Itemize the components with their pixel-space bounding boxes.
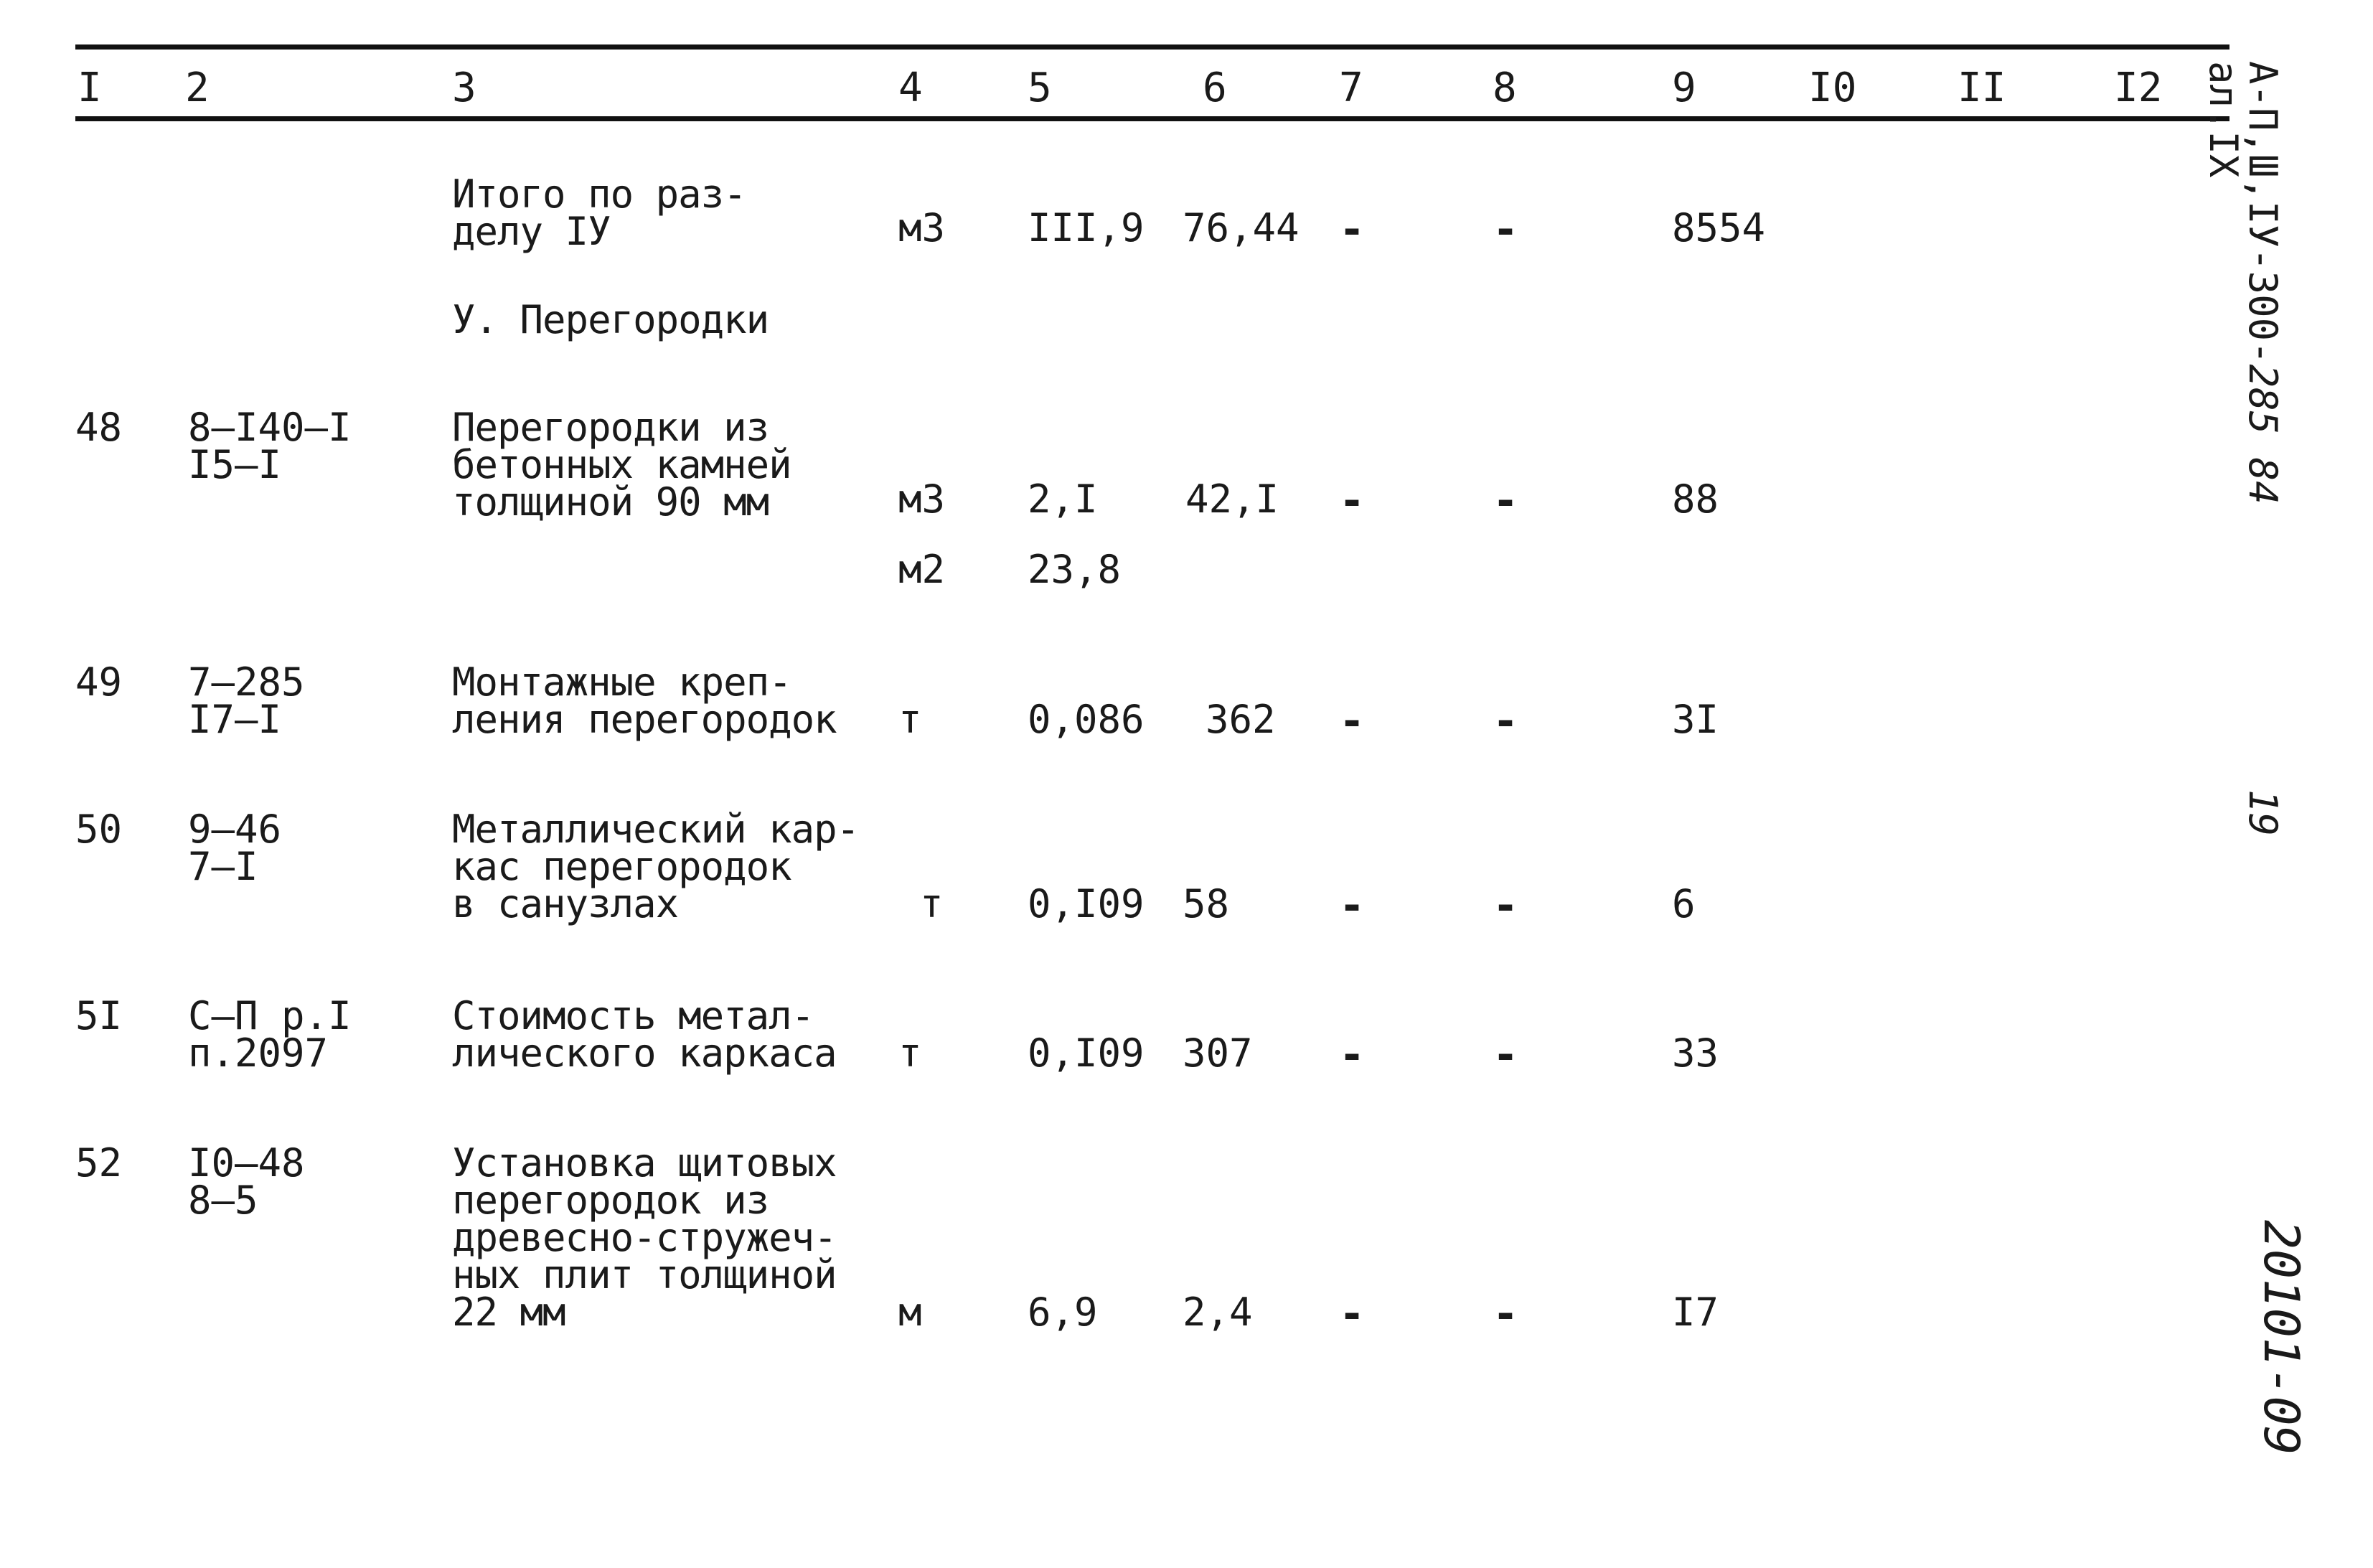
row-quantity: 0,I09 <box>1028 881 1145 926</box>
column-header-5: 5 <box>1028 65 1052 111</box>
row-quantity: 2,I <box>1028 476 1098 522</box>
row-unit: т <box>920 881 944 926</box>
row-code-line-2: п.2097 <box>188 1031 329 1076</box>
row-col7: - <box>1339 476 1366 526</box>
row-description-line-3: древесно-стружеч- <box>452 1215 837 1260</box>
row-col8: - <box>1493 1030 1519 1080</box>
row-price: 2,4 <box>1183 1290 1253 1335</box>
row-price: 42,I <box>1185 476 1279 522</box>
column-header-7: 7 <box>1339 65 1363 111</box>
margin-doc-code-line2: ал.IX <box>2201 61 2246 178</box>
row-total: 6 <box>1672 881 1696 926</box>
row-description-line-2: бетонных камней <box>452 442 791 487</box>
column-header-9: 9 <box>1672 65 1696 111</box>
row-quantity: 6,9 <box>1028 1290 1098 1335</box>
row-col7: - <box>1339 696 1366 746</box>
row-description-line-1: Монтажные креп- <box>452 659 791 705</box>
column-header-3: 3 <box>452 65 476 111</box>
row-description-line-3: толщиной 90 мм <box>452 479 769 525</box>
margin-page-number: 19 <box>2240 789 2285 837</box>
row-col8: - <box>1493 205 1519 255</box>
row-code-line-1: 7–285 <box>188 659 305 705</box>
row-total: 8554 <box>1672 205 1766 250</box>
row-extra-unit: м2 <box>898 547 946 592</box>
column-header-6: 6 <box>1203 65 1227 111</box>
row-code-line-1: 9–46 <box>188 807 282 852</box>
row-description-line-2: перегородок из <box>452 1178 769 1223</box>
row-number: 52 <box>75 1140 123 1186</box>
row-description-line-2: ления перегородок <box>452 697 837 742</box>
section-title: У. Перегородки <box>452 297 769 342</box>
row-code-line-2: I5–I <box>188 442 282 487</box>
row-unit: м3 <box>898 476 946 522</box>
row-unit: м <box>898 1290 922 1335</box>
row-col8: - <box>1493 1289 1519 1339</box>
row-number: 48 <box>75 405 123 450</box>
row-description-line-2: делу IУ <box>452 209 611 254</box>
row-code-line-2: I7–I <box>188 697 282 742</box>
row-number: 49 <box>75 659 123 705</box>
header-rule <box>75 116 2229 121</box>
top-rule <box>75 44 2229 50</box>
row-description-line-1: Металлический кар- <box>452 807 860 852</box>
row-description-line-3: в санузлах <box>452 881 679 926</box>
margin-sheet-code: 20101-09 <box>2252 1220 2309 1455</box>
column-header-11: II <box>1958 65 2006 111</box>
row-description-line-2: кас перегородок <box>452 844 791 889</box>
column-header-8: 8 <box>1493 65 1517 111</box>
row-quantity: 0,I09 <box>1028 1031 1145 1076</box>
row-description-line-4: ных плит толщиной <box>452 1252 837 1297</box>
row-price: 307 <box>1183 1031 1253 1076</box>
row-price: 76,44 <box>1183 205 1300 250</box>
row-col8: - <box>1493 696 1519 746</box>
row-code-line-2: 7–I <box>188 844 258 889</box>
row-price: 58 <box>1183 881 1230 926</box>
row-total: I7 <box>1672 1290 1719 1335</box>
row-col8: - <box>1493 881 1519 931</box>
row-code-line-1: 8–I40–I <box>188 405 352 450</box>
column-header-1: I <box>77 65 102 111</box>
row-unit: т <box>898 697 922 742</box>
row-description-line-1: Стоимость метал- <box>452 993 814 1038</box>
row-description-line-1: Установка щитовых <box>452 1140 837 1186</box>
row-description-line-1: Итого по раз- <box>452 172 746 217</box>
row-code-line-2: 8–5 <box>188 1178 258 1223</box>
margin-doc-code: А-П,Ш,IУ-300-285 84 <box>2240 61 2285 504</box>
row-col7: - <box>1339 1289 1366 1339</box>
row-unit: т <box>898 1031 922 1076</box>
row-description-line-5: 22 мм <box>452 1290 565 1335</box>
column-header-2: 2 <box>185 65 210 111</box>
row-col8: - <box>1493 476 1519 526</box>
row-col7: - <box>1339 205 1366 255</box>
column-header-4: 4 <box>898 65 923 111</box>
row-total: 88 <box>1672 476 1719 522</box>
row-description-line-1: Перегородки из <box>452 405 769 450</box>
row-col7: - <box>1339 1030 1366 1080</box>
row-description-line-2: лического каркаса <box>452 1031 837 1076</box>
row-number: 5I <box>75 993 123 1038</box>
row-unit: м3 <box>898 205 946 250</box>
column-header-10: I0 <box>1808 65 1857 111</box>
row-extra-quantity: 23,8 <box>1028 547 1122 592</box>
row-price: 362 <box>1206 697 1276 742</box>
row-quantity: III,9 <box>1028 205 1145 250</box>
row-quantity: 0,086 <box>1028 697 1145 742</box>
row-total: 3I <box>1672 697 1719 742</box>
row-col7: - <box>1339 881 1366 931</box>
row-code-line-1: С–П р.I <box>188 993 352 1038</box>
row-code-line-1: I0–48 <box>188 1140 305 1186</box>
column-header-12: I2 <box>2114 65 2163 111</box>
row-total: 33 <box>1672 1031 1719 1076</box>
row-number: 50 <box>75 807 123 852</box>
